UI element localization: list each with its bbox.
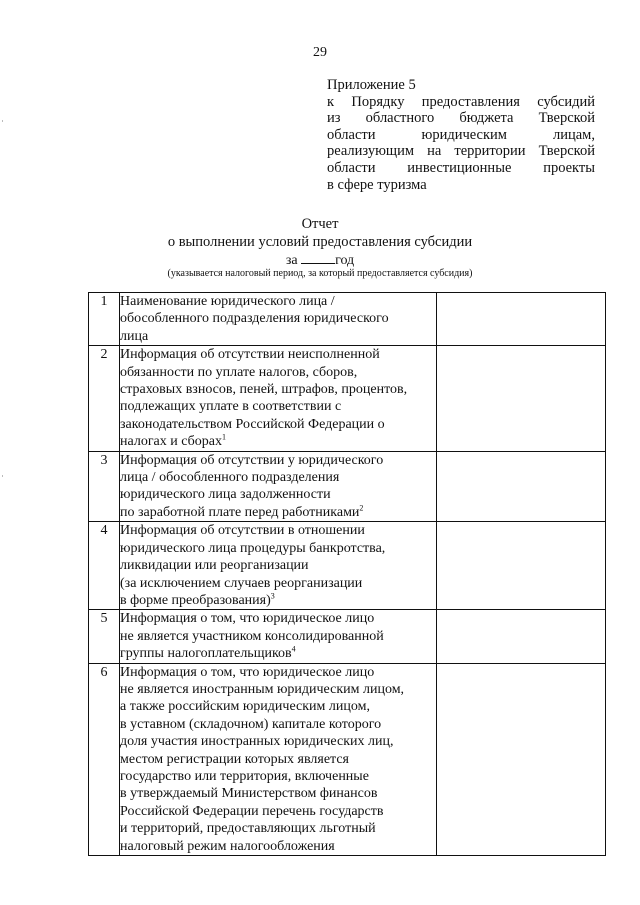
appendix-line xyxy=(327,110,595,127)
appendix-word: Порядку xyxy=(351,93,405,110)
appendix-word: лицам, xyxy=(552,126,595,143)
appendix-word: проекты xyxy=(543,159,595,176)
description-line: страховых взносов, пеней, штрафов, процентов, xyxy=(120,382,408,398)
table-row xyxy=(89,346,606,451)
row-number: 1 xyxy=(89,293,120,346)
table-row xyxy=(89,663,606,855)
appendix-word: предоставления xyxy=(421,93,520,110)
scan-edge-mark xyxy=(2,475,3,477)
appendix-word: областного xyxy=(365,110,435,127)
appendix-word: территории xyxy=(454,143,526,160)
description-line: Наименование юридического лица / xyxy=(120,294,335,309)
appendix-word: к xyxy=(327,93,335,110)
appendix-lines xyxy=(327,94,595,177)
footnote-marker: 4 xyxy=(291,644,296,654)
row-value-cell xyxy=(437,346,606,451)
description-line: Информация об отсутствии в отношении xyxy=(120,523,365,539)
report-title: Отчет xyxy=(301,216,339,232)
row-value-cell xyxy=(437,610,606,663)
period-blank xyxy=(301,251,335,264)
appendix-word: области xyxy=(327,126,376,143)
row-number: 6 xyxy=(89,663,120,855)
period-prefix: за xyxy=(285,253,298,268)
row-description xyxy=(120,522,437,610)
appendix-word: субсидий xyxy=(537,93,595,110)
footnote-marker: 3 xyxy=(270,591,275,601)
row-number: 5 xyxy=(89,610,120,663)
report-period xyxy=(0,251,640,269)
row-value-cell xyxy=(437,451,606,522)
description-line: и территорий, предоставляющих льготный xyxy=(120,821,376,837)
description-line: в уставном (складочном) капитале которого xyxy=(120,716,382,732)
report-table-body xyxy=(89,293,606,856)
appendix-word: инвестиционные xyxy=(407,159,512,176)
appendix-line xyxy=(327,160,595,177)
table-row xyxy=(89,451,606,522)
description-line: государство или территория, включенные xyxy=(120,768,369,784)
appendix-word: реализующим xyxy=(327,143,415,160)
appendix-last-line: в сфере туризма xyxy=(327,176,427,193)
description-line: законодательством Российской Федерации о xyxy=(120,416,385,432)
description-line: а также российским юридическим лицом, xyxy=(120,699,370,715)
appendix-header xyxy=(327,77,595,193)
appendix-word: из xyxy=(327,110,341,127)
description-line: в форме преобразования)$^3$ xyxy=(120,591,275,608)
row-number: 2 xyxy=(89,346,120,451)
page-number: 29 xyxy=(313,45,327,60)
description-line: обособленного подразделения юридического xyxy=(120,311,389,327)
appendix-word: области xyxy=(327,159,376,176)
appendix-word: юридическим xyxy=(421,126,507,143)
row-description xyxy=(120,610,437,663)
description-line: местом регистрации которых является xyxy=(120,751,349,767)
report-subtitle: о выполнении условий предоставления субсидии xyxy=(167,234,473,250)
footnote-marker: 2 xyxy=(359,503,364,513)
description-line: не является участником консолидированной xyxy=(120,628,384,644)
period-suffix: год xyxy=(335,253,355,268)
table-row xyxy=(89,522,606,610)
appendix-word: бюджета xyxy=(459,110,514,127)
description-line: Информация о том, что юридическое лицо xyxy=(120,611,375,627)
footnote-marker: 1 xyxy=(222,432,226,442)
description-line: налоговый режим налогообложения xyxy=(120,838,335,854)
period-note: (указывается налоговый период, за который предоставляется субсидия) xyxy=(167,268,473,279)
description-line: (за исключением случаев реорганизации xyxy=(120,575,363,591)
description-line: Информация об отсутствии неисполненной xyxy=(120,347,380,363)
appendix-word: Тверской xyxy=(538,110,595,127)
scan-edge-mark xyxy=(2,120,3,122)
table-row xyxy=(89,610,606,663)
description-line: не является иностранным юридическим лицом, xyxy=(120,681,405,697)
description-line: Российской Федерации перечень государств xyxy=(120,803,384,819)
row-number: 3 xyxy=(89,451,120,522)
description-line: Информация об отсутствии у юридического xyxy=(120,452,384,468)
description-line: подлежащих уплате в соответствии с xyxy=(120,399,342,415)
row-description xyxy=(120,663,437,855)
description-line: обязанности по уплате налогов, сборов, xyxy=(120,364,358,380)
appendix-line xyxy=(327,143,595,160)
appendix-line xyxy=(327,94,595,111)
description-line: юридического лица задолженности xyxy=(120,487,331,503)
description-line: лица / обособленного подразделения xyxy=(120,470,340,486)
row-description xyxy=(120,293,437,346)
appendix-line xyxy=(327,127,595,144)
report-table xyxy=(88,292,606,856)
row-value-cell xyxy=(437,522,606,610)
description-line: в утверждаемый Министерством финансов xyxy=(120,786,378,802)
row-value-cell xyxy=(437,663,606,855)
description-line: юридического лица процедуры банкротства, xyxy=(120,540,386,556)
description-line: ликвидации или реорганизации xyxy=(120,558,309,574)
table-row xyxy=(89,293,606,346)
description-line: Информация о том, что юридическое лицо xyxy=(120,664,375,680)
description-line: налогах и сборах$^1$ xyxy=(120,432,226,450)
appendix-word: на xyxy=(427,143,442,160)
description-line: по заработной плате перед работниками$^2$ xyxy=(120,503,364,520)
description-line: лица xyxy=(120,328,149,344)
row-value-cell xyxy=(437,293,606,346)
description-line: группы налогоплательщиков$^4$ xyxy=(120,644,296,662)
row-description xyxy=(120,451,437,522)
appendix-word: Тверской xyxy=(538,143,595,160)
row-description xyxy=(120,346,437,451)
row-number: 4 xyxy=(89,522,120,610)
description-line: доля участия иностранных юридических лиц, xyxy=(120,734,394,750)
appendix-title: Приложение 5 xyxy=(327,77,416,93)
